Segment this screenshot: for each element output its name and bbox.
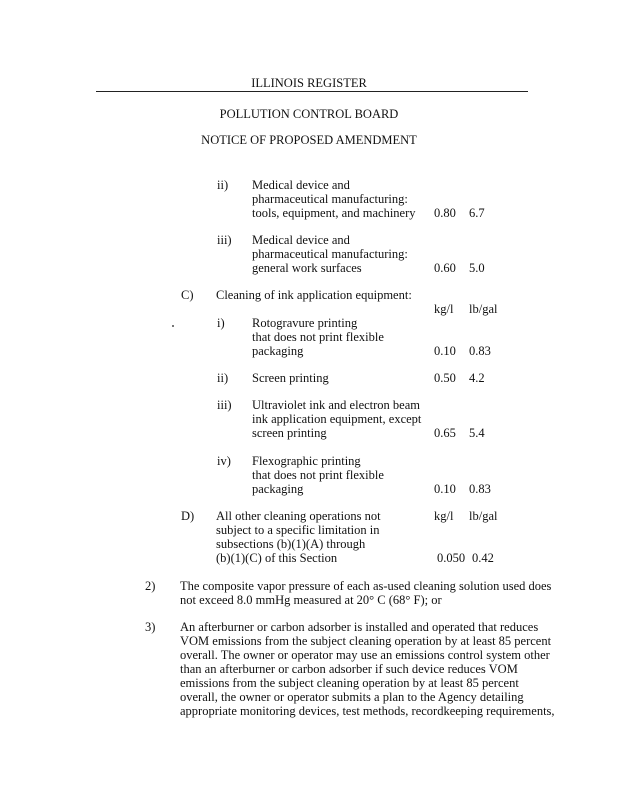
notice-title: NOTICE OF PROPOSED AMENDMENT <box>201 133 417 147</box>
item-text-line: packaging <box>252 482 304 496</box>
lb-value: 5.0 <box>469 261 485 275</box>
kg-column-head: kg/l <box>434 509 454 523</box>
item-text-line: subject to a specific limitation in <box>216 523 380 537</box>
item-number: i) <box>217 316 225 330</box>
kg-value: 0.80 <box>434 206 456 220</box>
item-text-line: Flexographic printing <box>252 454 361 468</box>
scan-speck <box>172 325 174 327</box>
item-text-line: Ultraviolet ink and electron beam <box>252 398 420 412</box>
item-number: iii) <box>217 233 232 247</box>
item-text-line: Medical device and <box>252 178 350 192</box>
item-text-line: screen printing <box>252 426 327 440</box>
item-number: ii) <box>217 178 229 192</box>
lb-column-head: lb/gal <box>469 302 498 316</box>
lb-value: 6.7 <box>469 206 485 220</box>
item-number: iv) <box>217 454 231 468</box>
kg-value: 0.65 <box>434 426 456 440</box>
item-text-line: Rotogravure printing <box>252 316 358 330</box>
lb-value: 0.83 <box>469 482 491 496</box>
paragraph-line: VOM emissions from the subject cleaning operation by at least 85 percent <box>180 634 552 648</box>
kg-value: 0.50 <box>434 371 456 385</box>
item-text-line: that does not print flexible <box>252 330 384 344</box>
kg-value: 0.050 <box>437 551 466 565</box>
header-rule <box>96 91 528 92</box>
lb-value: 5.4 <box>469 426 485 440</box>
item-text-line: All other cleaning operations not <box>216 509 381 523</box>
item-number: iii) <box>217 398 232 412</box>
paragraph-line: appropriate monitoring devices, test methods, recordkeeping requirements, <box>180 704 555 718</box>
item-text-line: pharmaceutical manufacturing: <box>252 192 408 206</box>
lb-value: 0.42 <box>472 551 494 565</box>
item-text-line: Medical device and <box>252 233 350 247</box>
lb-column-head: lb/gal <box>469 509 498 523</box>
item-text-line: Screen printing <box>252 371 329 385</box>
item-text-line: ink application equipment, except <box>252 412 422 426</box>
paragraph-line: not exceed 8.0 mmHg measured at 20° C (68° F); or <box>180 593 442 607</box>
lb-value: 0.83 <box>469 344 491 358</box>
kg-value: 0.60 <box>434 261 456 275</box>
kg-value: 0.10 <box>434 344 456 358</box>
paragraph-line: overall, the owner or operator submits a plan to the Agency detailing <box>180 690 524 704</box>
register-title: ILLINOIS REGISTER <box>251 76 367 90</box>
paragraph-number: 3) <box>145 620 156 634</box>
paragraph-line: The composite vapor pressure of each as-used cleaning solution used does <box>180 579 552 593</box>
item-text-line: packaging <box>252 344 304 358</box>
paragraph-line: emissions from the subject cleaning operation by at least 85 percent <box>180 676 519 690</box>
item-number: C) <box>181 288 194 302</box>
paragraph-line: An afterburner or carbon adsorber is installed and operated that reduces <box>180 620 539 634</box>
item-text-line: tools, equipment, and machinery <box>252 206 416 220</box>
item-number: D) <box>181 509 195 523</box>
item-text-line: (b)(1)(C) of this Section <box>216 551 338 565</box>
item-text-line: general work surfaces <box>252 261 362 275</box>
item-text-line: pharmaceutical manufacturing: <box>252 247 408 261</box>
kg-value: 0.10 <box>434 482 456 496</box>
item-text-line: that does not print flexible <box>252 468 384 482</box>
board-title: POLLUTION CONTROL BOARD <box>219 107 399 121</box>
paragraph-line: overall. The owner or operator may use an emissions control system other <box>180 648 550 662</box>
kg-column-head: kg/l <box>434 302 454 316</box>
item-text-line: subsections (b)(1)(A) through <box>216 537 366 551</box>
paragraph-number: 2) <box>145 579 156 593</box>
paragraph-line: than an afterburner or carbon adsorber if such device reduces VOM <box>180 662 518 676</box>
lb-value: 4.2 <box>469 371 485 385</box>
item-text-line: Cleaning of ink application equipment: <box>216 288 412 302</box>
item-number: ii) <box>217 371 229 385</box>
